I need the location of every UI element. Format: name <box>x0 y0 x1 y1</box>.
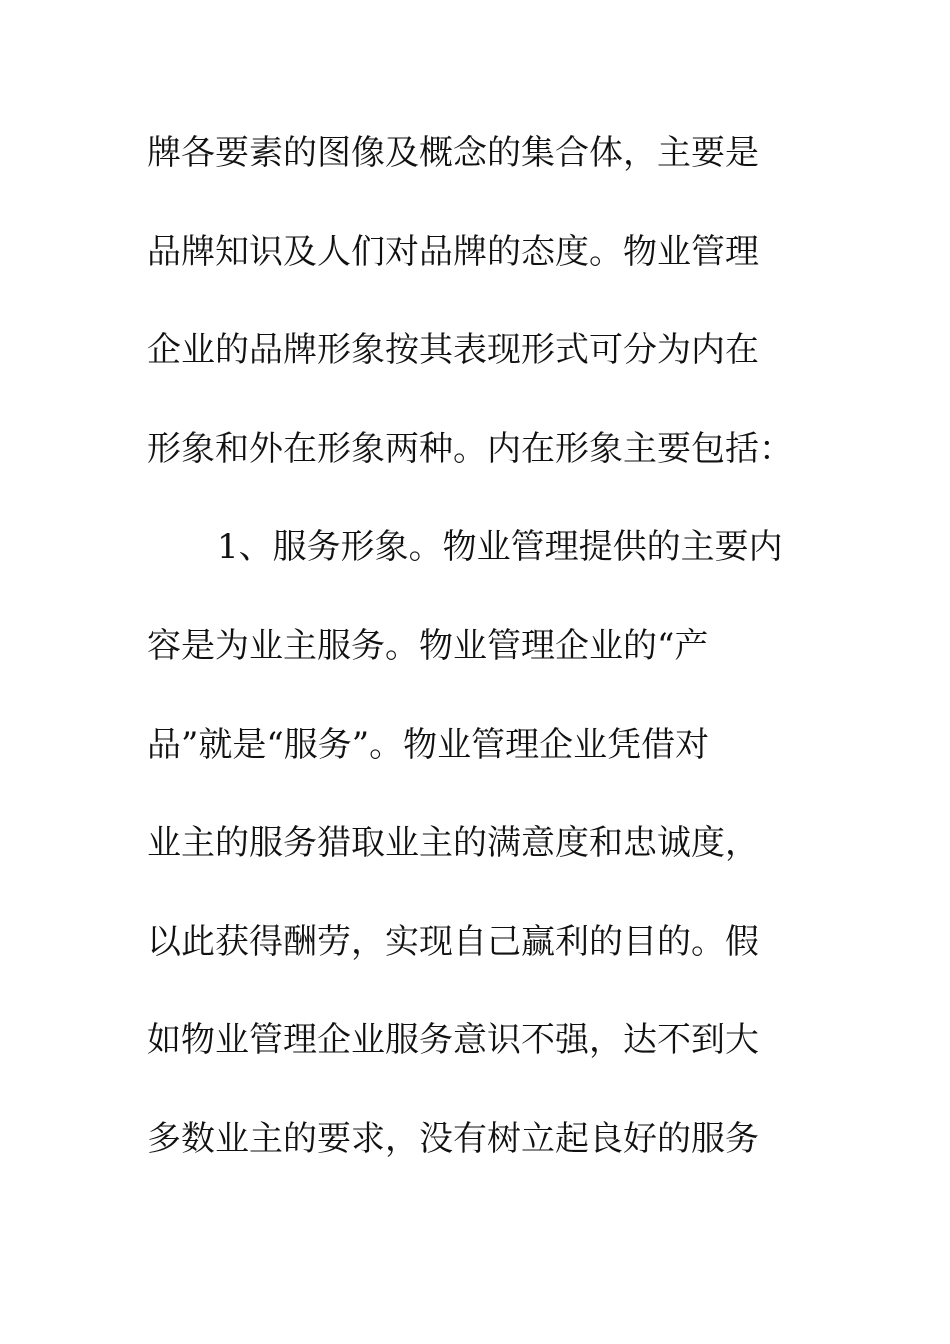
text-line: 以此获得酬劳，实现自己赢利的目的。假 <box>147 921 759 962</box>
text-line: 牌各要素的图像及概念的集合体，主要是 <box>147 133 759 173</box>
text-line: 品”就是“服务”。物业管理企业凭借对 <box>147 724 710 765</box>
text-line: 企业的品牌形象按其表现形式可分为内在 <box>147 330 759 371</box>
text-line: 业主的服务猎取业主的满意度和忠诚度， <box>147 823 759 864</box>
text-line-paragraph-start: 1、服务形象。物业管理提供的主要内 <box>217 527 783 568</box>
text-line: 容是为业主服务。物业管理企业的“产 <box>147 625 709 666</box>
text-line: 多数业主的要求，没有树立起良好的服务 <box>147 1118 759 1159</box>
text-line: 如物业管理企业服务意识不强，达不到大 <box>147 1020 759 1061</box>
text-line: 形象和外在形象两种。内在形象主要包括： <box>147 428 793 469</box>
text-line: 品牌知识及人们对品牌的态度。物业管理 <box>147 231 759 272</box>
body-text <box>147 118 807 1203</box>
